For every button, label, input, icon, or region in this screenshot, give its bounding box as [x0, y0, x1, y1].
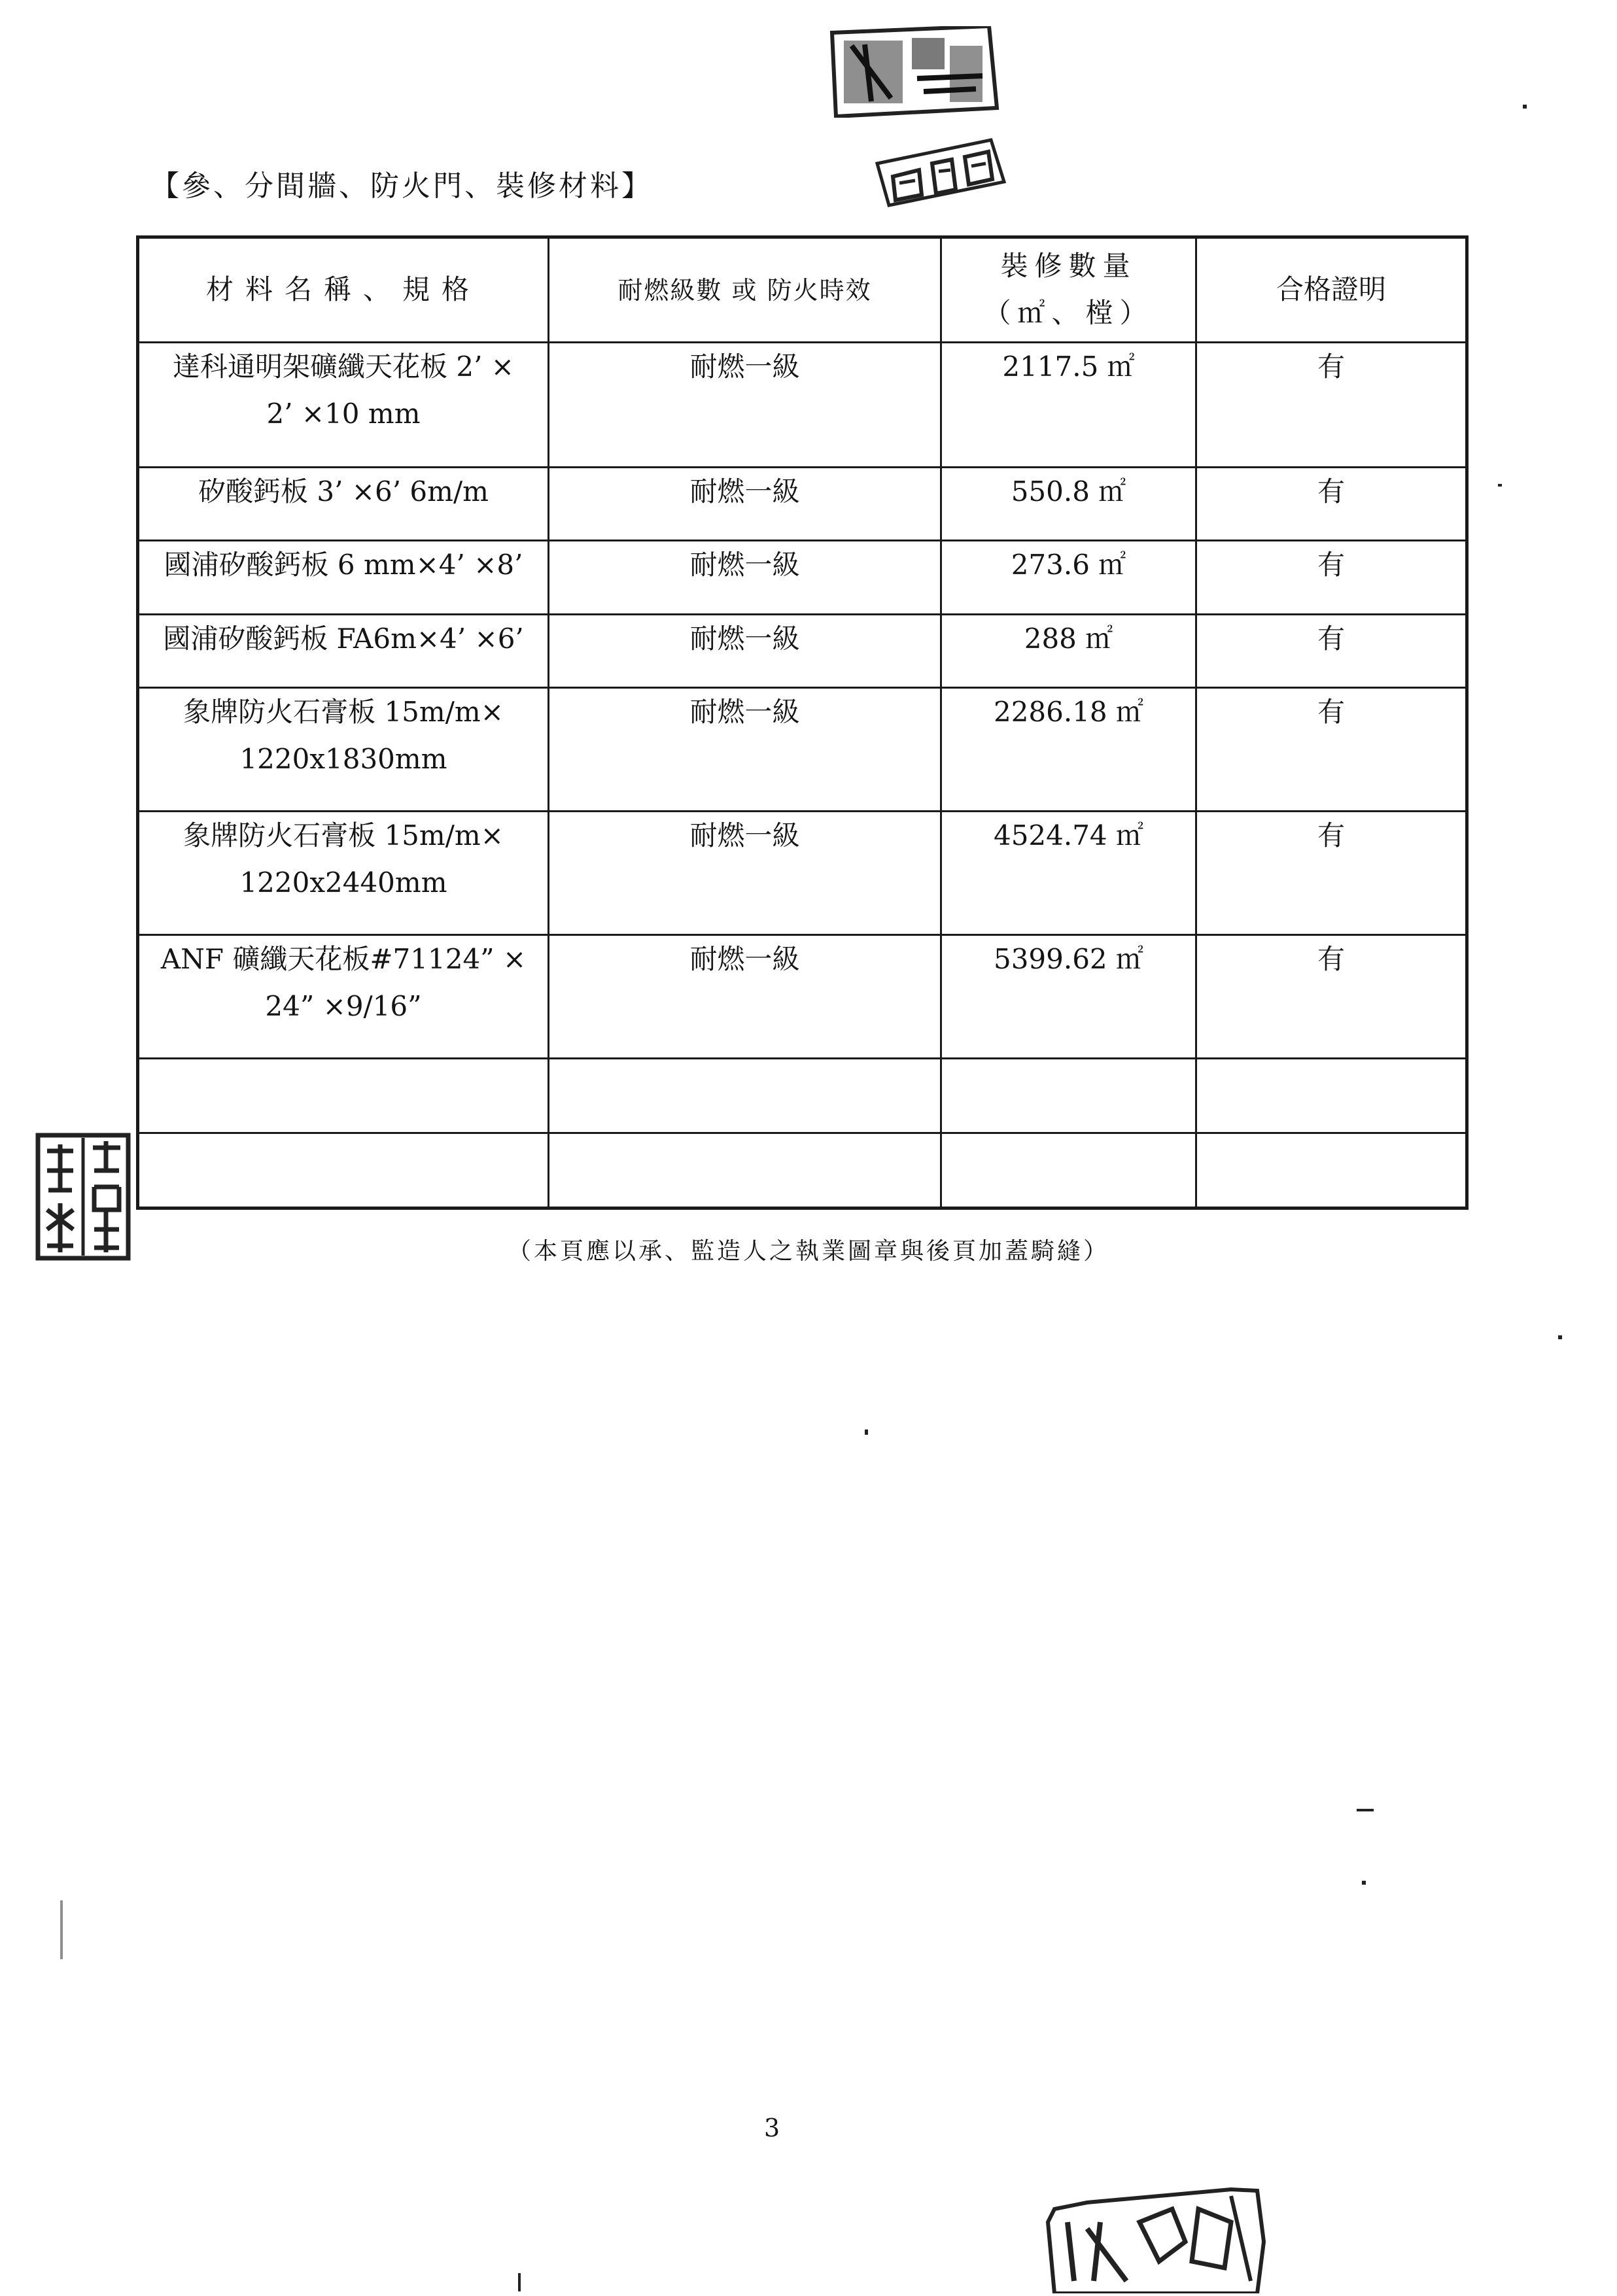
- material-name-cell: [138, 1133, 549, 1208]
- bottom-seal-stamp: [1035, 2183, 1270, 2296]
- table-row: [138, 934, 1467, 1058]
- fire-grade-cell: 耐燃一級: [549, 541, 941, 615]
- material-name-cell: 國浦矽酸鈣板 6 mm×4’ ×8’: [138, 541, 549, 615]
- scan-speck: [865, 1430, 868, 1435]
- scan-speck: [1558, 1335, 1562, 1339]
- fire-grade-cell: [549, 1133, 941, 1208]
- fire-grade-cell: 耐燃一級: [549, 467, 941, 541]
- table-row: [138, 1058, 1467, 1133]
- material-name-cell: 矽酸鈣板 3’ ×6’ 6m/m: [138, 467, 549, 541]
- scan-speck: [518, 2273, 521, 2291]
- certificate-cell: 有: [1196, 342, 1467, 467]
- table-row: [138, 342, 1467, 467]
- table-row: [138, 541, 1467, 615]
- certificate-cell: 有: [1196, 467, 1467, 541]
- fire-grade-cell: 耐燃一級: [549, 342, 941, 467]
- quantity-cell: 273.6 ㎡: [941, 541, 1196, 615]
- seal-footnote: （本頁應以承、監造人之執業圖章與後頁加蓋騎縫）: [507, 1238, 1109, 1265]
- table-row: [138, 467, 1467, 541]
- certificate-cell: 有: [1196, 812, 1467, 935]
- table-row: [138, 812, 1467, 935]
- top-seal-stamp: [826, 26, 1002, 120]
- material-name-cell: 象牌防火石膏板 15m/m× 1220x1830mm: [138, 688, 549, 812]
- header-fire-grade: 耐燃級數 或 防火時效: [549, 237, 941, 343]
- section-title: 【參、分間牆、防火門、裝修材料】: [150, 169, 653, 203]
- table-row: [138, 1133, 1467, 1208]
- certificate-cell: 有: [1196, 614, 1467, 688]
- table-row: [138, 688, 1467, 812]
- certificate-cell: 有: [1196, 688, 1467, 812]
- table-row: [138, 614, 1467, 688]
- header-certificate: 合格證明: [1196, 237, 1467, 343]
- header-material-name: 材料名稱、規格: [138, 237, 549, 343]
- small-seal-stamp: [873, 137, 1011, 212]
- material-name-cell: 達科通明架礦纖天花板 2’ × 2’ ×10 mm: [138, 342, 549, 467]
- quantity-cell: 5399.62 ㎡: [941, 934, 1196, 1058]
- certificate-cell: 有: [1196, 541, 1467, 615]
- certificate-cell: 有: [1196, 934, 1467, 1058]
- scan-speck: [1362, 1881, 1366, 1885]
- quantity-cell: 550.8 ㎡: [941, 467, 1196, 541]
- fire-grade-cell: 耐燃一級: [549, 614, 941, 688]
- scan-speck: [1357, 1809, 1374, 1811]
- certificate-cell: [1196, 1133, 1467, 1208]
- material-name-cell: [138, 1058, 549, 1133]
- table-header-row: [138, 237, 1467, 343]
- fire-grade-cell: 耐燃一級: [549, 688, 941, 812]
- certificate-cell: [1196, 1058, 1467, 1133]
- scan-speck: [1523, 105, 1527, 109]
- fire-grade-cell: [549, 1058, 941, 1133]
- material-name-cell: 象牌防火石膏板 15m/m× 1220x2440mm: [138, 812, 549, 935]
- fire-grade-cell: 耐燃一級: [549, 934, 941, 1058]
- quantity-cell: 2286.18 ㎡: [941, 688, 1196, 812]
- quantity-cell: [941, 1058, 1196, 1133]
- quantity-cell: 288 ㎡: [941, 614, 1196, 688]
- header-quantity: 裝修數量 （㎡、樘）: [941, 237, 1196, 343]
- material-name-cell: ANF 礦纖天花板#71124” × 24” ×9/16”: [138, 934, 549, 1058]
- materials-table: [136, 235, 1469, 1210]
- scan-speck: [1498, 484, 1502, 487]
- material-name-cell: 國浦矽酸鈣板 FA6m×4’ ×6’: [138, 614, 549, 688]
- quantity-cell: [941, 1133, 1196, 1208]
- quantity-cell: 4524.74 ㎡: [941, 812, 1196, 935]
- scan-speck: [60, 1900, 63, 1959]
- quantity-cell: 2117.5 ㎡: [941, 342, 1196, 467]
- page-number: 3: [764, 2114, 780, 2142]
- fire-grade-cell: 耐燃一級: [549, 812, 941, 935]
